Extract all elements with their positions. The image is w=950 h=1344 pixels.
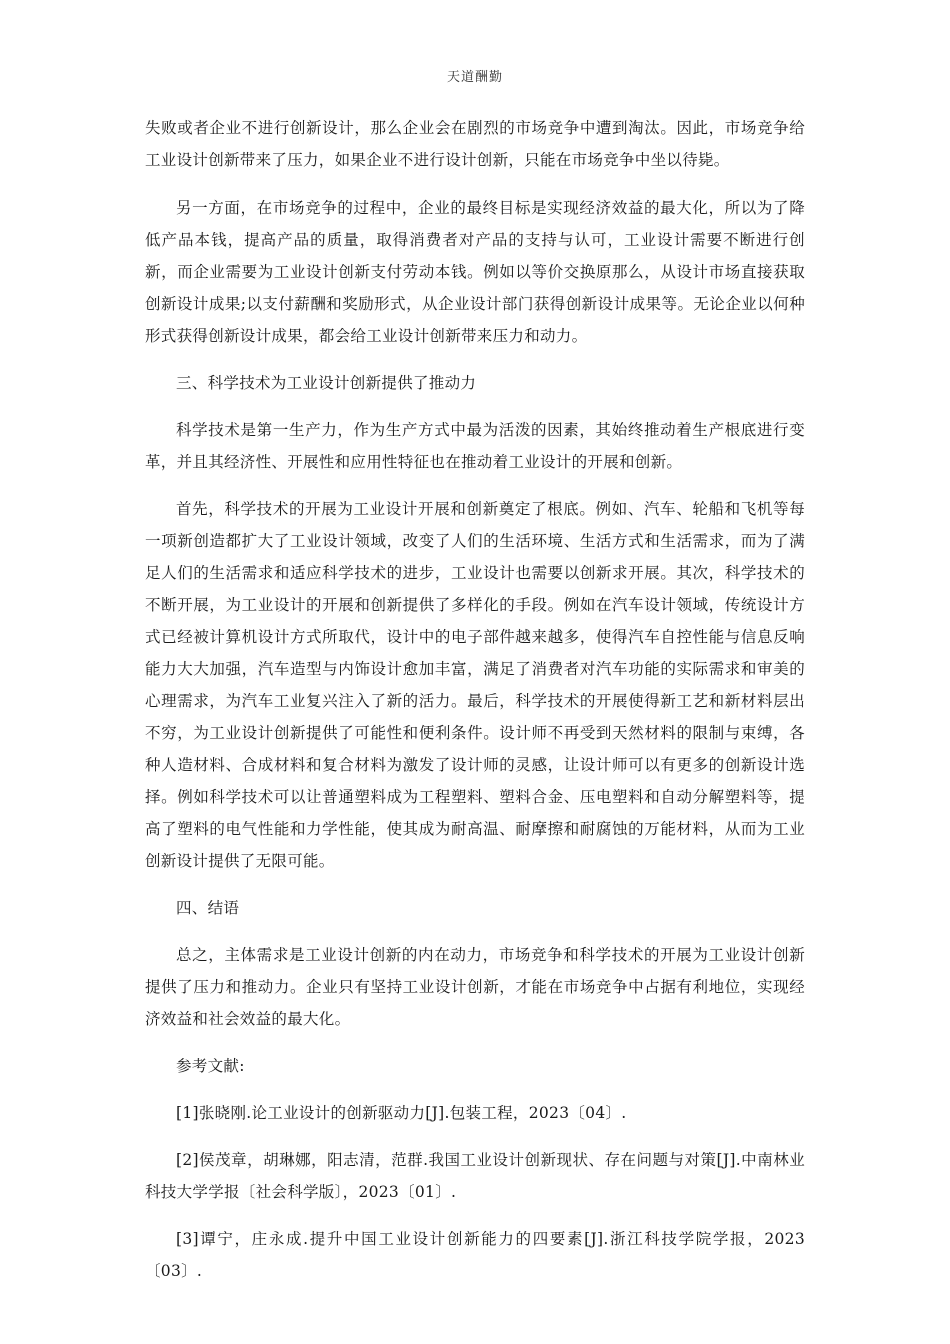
reference-item-1: [1]张晓刚.论工业设计的创新驱动力[J].包装工程，2023〔04〕. bbox=[176, 1104, 627, 1122]
reference-item-2: [2]侯茂章，胡琳娜，阳志清，范群.我国工业设计创新现状、存在问题与对策[J].中南林业科技大学学报〔社会科学版〕，2023〔01〕. bbox=[145, 1151, 805, 1201]
reference-item-3: [3]谭宁，庄永成.提升中国工业设计创新能力的四要素[J].浙江科技学院学报，2023〔03〕. bbox=[145, 1230, 805, 1280]
paragraph-continuation: 失败或者企业不进行创新设计，那么企业会在剧烈的市场竞争中遭到淘汰。因此，市场竞争给工业设计创新带来了压力，如果企业不进行设计创新，只能在市场竞争中坐以待毙。 bbox=[145, 119, 805, 169]
document-body bbox=[145, 112, 805, 1302]
section-heading-3: 三、科学技术为工业设计创新提供了推动力 bbox=[176, 374, 477, 392]
paragraph-science-tech-detail: 首先，科学技术的开展为工业设计开展和创新奠定了根底。例如、汽车、轮船和飞机等每一项新创造都扩大了工业设计领域，改变了人们的生活环境、生活方式和生活需求，而为了满足人们的生活需求和适应科学技术的进步，工业设计也需要以创新求开展。其次，科学技术的不断开展，为工业设计的开展和创新提供了多样化的手段。例如在汽车设计领域，传统设计方式已经被计算机设计方式所取代，设计中的电子部件越来越多，使得汽车自控性能与信息反响能力大大加强，汽车造型与内饰设计愈加丰富，满足了消费者对汽车功能的实际需求和审美的心理需求，为汽车工业复兴注入了新的活力。最后，科学技术的开展使得新工艺和新材料层出不穷，为工业设计创新提供了可能性和便利条件。设计师不再受到天然材料的限制与束缚，各种人造材料、合成材料和复合材料为激发了设计师的灵感，让设计师可以有更多的创新设计选择。例如科学技术可以让普通塑料成为工程塑料、塑料合金、压电塑料和自动分解塑料等，提高了塑料的电气性能和力学性能，使其成为耐高温、耐摩擦和耐腐蚀的万能材料，从而为工业创新设计提供了无限可能。 bbox=[145, 500, 805, 870]
paragraph-conclusion: 总之，主体需求是工业设计创新的内在动力，市场竞争和科学技术的开展为工业设计创新提供了压力和推动力。企业只有坚持工业设计创新，才能在市场竞争中占据有利地位，实现经济效益和社会效益的最大化。 bbox=[145, 946, 805, 1028]
paragraph-science-tech-intro: 科学技术是第一生产力，作为生产方式中最为活泼的因素，其始终推动着生产根底进行变革，并且其经济性、开展性和应用性特征也在推动着工业设计的开展和创新。 bbox=[145, 421, 805, 471]
paragraph-market-competition: 另一方面，在市场竞争的过程中，企业的最终目标是实现经济效益的最大化，所以为了降低产品本钱，提高产品的质量，取得消费者对产品的支持与认可，工业设计需要不断进行创新，而企业需要为工业设计创新支付劳动本钱。例如以等价交换原那么，从设计市场直接获取创新设计成果;以支付薪酬和奖励形式，从企业设计部门获得创新设计成果等。无论企业以何种形式获得创新设计成果，都会给工业设计创新带来压力和动力。 bbox=[145, 199, 805, 345]
references-heading: 参考文献: bbox=[176, 1057, 245, 1075]
page-header: 天道酬勤 bbox=[446, 70, 503, 85]
section-heading-4: 四、结语 bbox=[176, 899, 240, 917]
